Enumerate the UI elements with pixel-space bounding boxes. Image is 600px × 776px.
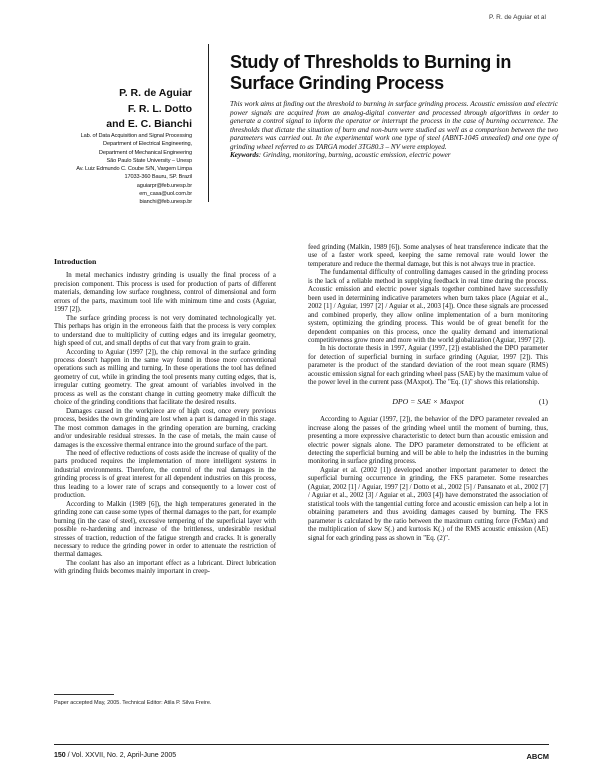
footer-page-info <box>54 752 176 759</box>
body-paragraph: The coolant has also an important effect as a lubricant. Direct lubrication with grinding fluids becomes mainly important in creep- <box>54 559 276 576</box>
right-column <box>308 244 548 543</box>
author: and E. C. Bianchi <box>106 118 192 130</box>
body-paragraph: feed grinding (Malkin, 1989 [6]). Some analyses of heat transference indicate that the use of a faster work speed, keeping the same removal rate would lower the temperature and reduce the thermal damage, but this is not always true in practice. <box>308 244 548 268</box>
footnote: Paper accepted May, 2005. Technical Editor: Atila P. Silva Freire. <box>54 700 212 706</box>
abstract <box>230 100 558 160</box>
page-number: 150 <box>54 752 66 759</box>
email-link[interactable]: em_casa@uol.com.br <box>139 191 192 198</box>
affiliation-line: São Paulo State University – Unesp <box>106 157 192 164</box>
affiliation-line: Lab. of Data Acquisition and Signal Processing <box>80 133 192 139</box>
body-paragraph: The surface grinding process is not very dominated technologically yet. This perhaps has origin in the erroneous faith that the process is very complex to understand due to multiplicity of cutting edges and its irregular geometry, high speed of cut, and small depths of cut that vary from grain to grain. <box>54 314 276 348</box>
author-list <box>106 86 192 133</box>
body-paragraph: Aguiar et al. (2002 [1]) developed another important parameter to detect the superficial burning occurrence in grinding, the FKS parameter. Some researches (Aguiar, 2002 [1] / Aguiar, 1997 [2] / Dotto et al., 2002 [5] / Pansanato et al., 2002 [7] / Aguiar et al., 2002 [3] / Aguiar et al., 2003 [4]) have demonstrated the association of statistical tools with the tangential cutting force and acoustic emission can help a lot in obtaining parameters and thus avoiding damages caused by burning. The FKS parameter is calculated by the ratio between the maximum cutting force (FcMax) and the multiplication of skew S(.) and kurtosis K(.) of the RMS acoustic emission (AE) signal for each grinding pass as shown in "Eq. (2)". <box>308 466 548 542</box>
affiliation-line: 17033-360 Bauru, SP. Brazil <box>124 174 192 181</box>
equation-number: (1) <box>538 396 548 406</box>
abstract-text: This work aims at finding out the threshold to burning in surface grinding process. Acoustic emission and electric power signals are acquired from an analog-digital converter and processed through algorithms in order to generate a control signal to inform the operator or interrupt the process in the case of burning occurrence. The thresholds that dictate the situation of burn and non-burn were studied as well as a comparison between the two parameters was carried out. In the experimental work one type of steel (ABNT-1045 annealed) and one type of grinding wheel referred to as TARGA model 3TG80.3 – NV were employed. <box>230 100 558 151</box>
affiliation-line: Av. Luiz Edmundo C. Coube S/N, Vargem Limpa <box>76 166 192 173</box>
publisher-name: ABCM <box>526 752 549 761</box>
body-paragraph: In his doctorate thesis in 1997, Aguiar (1997, [2]) established the DPO parameter for detection of superficial burning in surface grinding (Aguiar, 1997 [2]). This parameter is the product of the standard deviation of the root mean square (RMS) acoustic emission signal for each grinding wheel pass (SAE) by the maximum value of the power level in the current pass (MAxpot). The "Eq. (1)" shows this relationship. <box>308 345 548 387</box>
author: P. R. de Aguiar <box>119 87 192 99</box>
footnote-divider <box>54 694 114 695</box>
body-paragraph: The need of effective reductions of costs aside the increase of quality of the parts produced requires the implementation of more intelligent systems in industrial environments. Therefore, the control of the real damages in the grinding process is of great interest for all dependent industries on this process, thus leading to a lower rate of scraps and consequently to a lower cost of production. <box>54 449 276 500</box>
equation-expression: DPO = SAE × Maxpot <box>392 396 464 406</box>
affiliation-line: Department of Mechanical Engineering <box>98 149 192 156</box>
author: F. R. L. Dotto <box>127 102 192 115</box>
body-paragraph: Damages caused in the workpiece are of high cost, once every previous process, besides the own grinding are lost when a part is damaged in this stage. The most common damages in the grinding operation are burning, cracking and/or undesirable residual stresses. In the case of metals, the main cause of damages is the excessive thermal entrance into the ground surface of the part. <box>54 407 276 449</box>
body-paragraph: The fundamental difficulty of controlling damages caused in the grinding process is the lack of a reliable method in supplying feedback in real time during the process. Acoustic emission and electric power signals together combined have successfully been used in determining indicative parameters when burn takes place (Aguiar et al., 2002 [1] / Aguiar, 1997 [2] / Aguiar et al., 2003 [4]). Once these signals are processed and combined properly, they allow online implementation of a burn monitoring system, optimizing the grinding process. This would be of great benefit for the dependent companies on this process, once the quality demand and international competitiveness grow more and more with the world globalization (Aguiar, 1997 [2]). <box>308 269 548 344</box>
body-paragraph: According to Aguiar (1997 [2]), the chip removal in the surface grinding process doesn't happen in the same way found in those more conventional operations such as milling and turning. In these operations the tool has defined geometry of cut, while in grinding the tool presents many cutting edges, that is, irregular cutting geometry. The great amount of variables involved in the process as well as the constant change in cutting geometry make difficult the choice of the grinding conditions that facilitate the desired results. <box>54 348 276 407</box>
keywords-text: : Grinding, monitoring, burning, acoustic emission, electric power <box>258 151 451 159</box>
body-paragraph: According to Malkin (1989 [6]), the high temperatures generated in the grinding zone can cause some types of thermal damages to the part, for example burning (in the case of steel), excessive tempering of the superficial layer with possible re-hardening and increase of the brittleness, undesirable residual stresses of traction, reduction of the fatigue strength and cracks. It is generally necessary to reduce the grinding power in order to attenuate the restriction of thermal damages. <box>54 500 276 559</box>
body-paragraph: According to Aguiar (1997, [2]), the behavior of the DPO parameter revealed an increase along the passes of the grinding wheel until the moment of burning, thus, presenting a more expressive characteristic to detect burn than acoustic emission and electric power signals alone. The DPO parameter demonstrated to be efficient at detecting the superficial burning and will be able to help the industries in the burning monitoring in surface grinding process. <box>308 416 548 466</box>
title-divider <box>208 44 209 202</box>
running-header: P. R. de Aguiar et al <box>489 14 546 21</box>
footer-divider <box>54 744 549 745</box>
affiliation-line: Department of Electrical Engineering, <box>103 141 192 148</box>
email-link[interactable]: bianchi@feb.unesp.br <box>139 199 192 206</box>
section-heading-introduction: Introduction <box>54 257 97 266</box>
left-column <box>54 258 276 577</box>
email-link[interactable]: aguiarpr@feb.unesp.br <box>136 182 192 189</box>
paper-title: Study of Thresholds to Burning in Surface Grinding Process <box>230 52 512 93</box>
journal-info: / Vol. XXVII, No. 2, April-June 2005 <box>65 752 177 759</box>
affiliation-block <box>0 132 192 207</box>
equation-1 <box>308 398 548 406</box>
body-paragraph: In metal mechanics industry grinding is usually the final process of a precision component. This process is used for production of parts of different materials, demanding low surface roughness, control of dimensional and form errors of the parts, maximum tool life with minimum time and costs (Aguiar, 1997 [2]). <box>54 272 276 314</box>
keywords-label: Keywords <box>230 151 259 159</box>
